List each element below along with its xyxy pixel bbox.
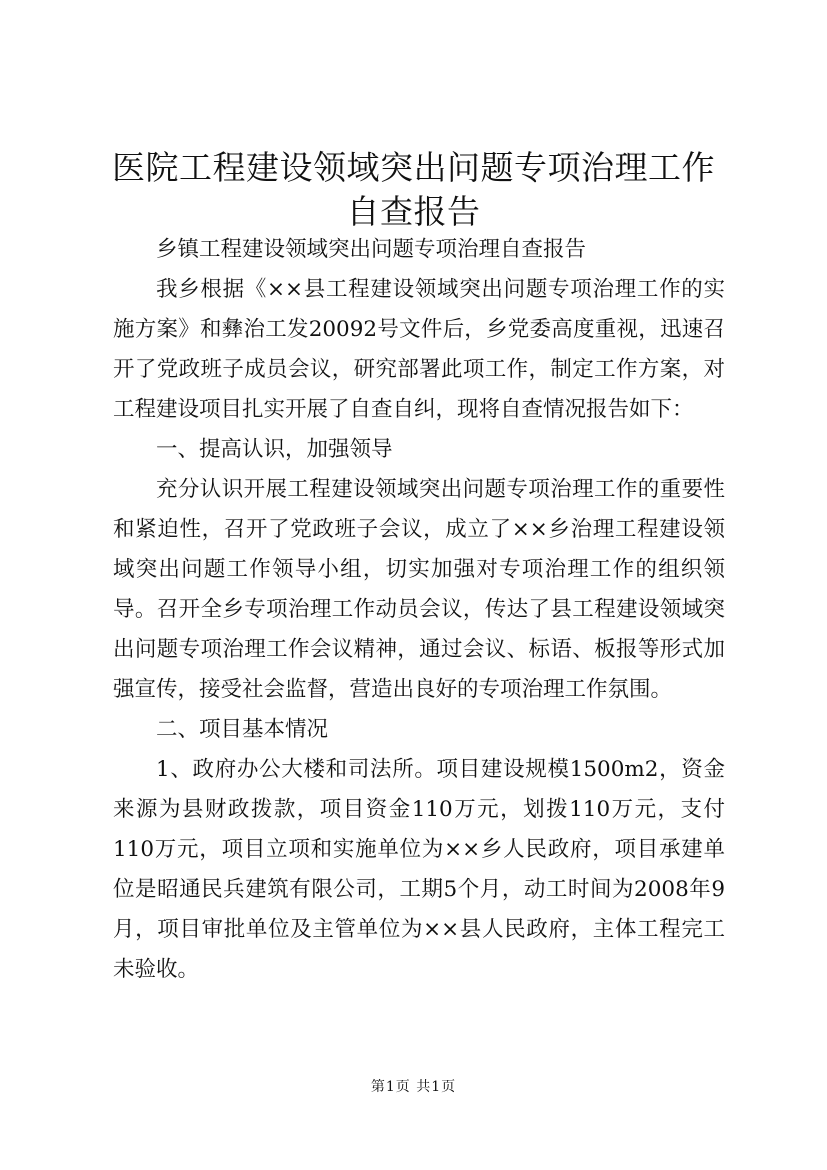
paragraph-subtitle: 乡镇工程建设领域突出问题专项治理自查报告 bbox=[156, 237, 587, 262]
paragraph-intro: 我乡根据《××县工程建设领域突出问题专项治理工作的实施方案》和彝治工发20092号文件后，乡党委高度重视，迅速召开了党政班子成员会议，研究部署此项工作，制定工作方案，对工程建设项目扎实开展了自查自纠，现将自查情况报告如下： bbox=[113, 277, 725, 422]
document-title: 医院工程建设领域突出问题专项治理工作自查报告 bbox=[112, 148, 715, 231]
section-heading-1: 一、提高认识，加强领导 bbox=[156, 437, 393, 462]
paragraph-section-1: 充分认识开展工程建设领域突出问题专项治理工作的重要性和紧迫性，召开了党政班子会议，成立了××乡治理工程建设领域突出问题工作领导小组，切实加强对专项治理工作的组织领导。召开全乡专项治理工作动员会议，传达了县工程建设领域突出问题专项治理工作会议精神，通过会议、标语、板报等形式加强宣传，接受社会监督，营造出良好的专项治理工作氛围。 bbox=[113, 477, 725, 702]
paragraph-project-1: 1、政府办公大楼和司法所。项目建设规模1500m2，资金来源为县财政拨款，项目资金110万元，划拨110万元，支付110万元，项目立项和实施单位为××乡人民政府，项目承建单位是昭通民兵建筑有限公司，工期5个月，动工时间为2008年9月，项目审批单位及主管单位为××县人民政府，主体工程完工未验收。 bbox=[113, 757, 725, 982]
section-heading-2: 二、项目基本情况 bbox=[156, 717, 329, 742]
document-body bbox=[113, 230, 725, 990]
page-number-footer: 第1页 共1页 bbox=[370, 1079, 457, 1095]
